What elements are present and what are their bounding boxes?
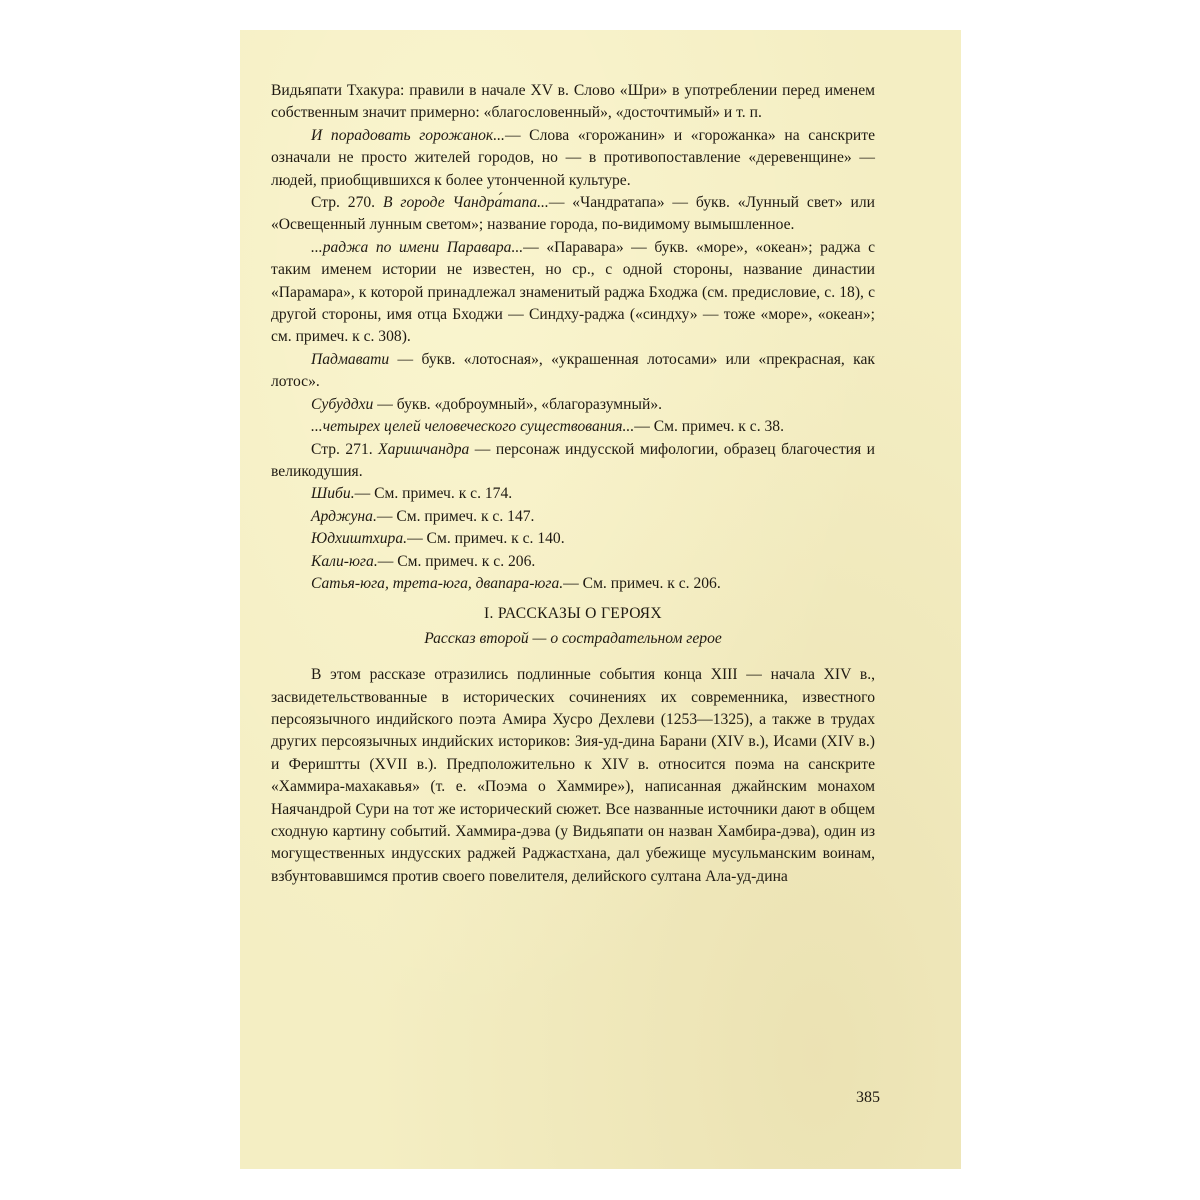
note-paragraph [271,506,875,528]
note-text: — «Чандратапа» — букв. «Лунный свет» или «Освещенный лунным светом»; название города, по-видимому вымышленное. [271,194,875,234]
note-text: Стр. 271. [311,440,379,458]
notes-section [271,80,875,595]
note-text: — персонаж индусской мифологии, образец благочестия и великодушия. [271,440,876,480]
italic-term: В городе Чандра́тапа... [382,194,549,212]
note-paragraph [271,237,875,349]
italic-term: Падмавати [311,350,390,368]
note-text: — «Паравара» — букв. «море», «океан»; раджа с таким именем истории не известен, но ср., с одной стороны, название династии «Парамара», к которой принадлежал знаменитый раджа Бходжа (см. предисловие, с. 18), с другой стороны, имя отца Бходжи — Синдху-раджа («синдху» — тоже «море», «океан»; см. примеч. к с. 308). [271,238,875,346]
note-paragraph [271,192,875,237]
note-text: — См. примеч. к с. 140. [407,530,565,548]
italic-term: Харишчандра [378,440,470,458]
italic-term: Кали-юга. [311,552,378,570]
italic-term: Шиби. [311,485,355,503]
note-paragraph [271,80,875,125]
italic-term: Арджуна. [311,507,377,525]
section-heading: I. РАССКАЗЫ О ГЕРОЯХ [484,605,662,623]
italic-term: ...четырех целей человеческого существования... [311,418,635,436]
note-paragraph [271,416,875,438]
note-paragraph [271,551,875,573]
note-text: — Слова «горожанин» и «горожанка» на санскрите означали не просто жителей городов, но — в противопоставление «деревенщине» — людей, приобщившихся к более утонченной культуре. [271,126,876,189]
book-page [240,30,961,1169]
note-paragraph [271,483,875,505]
note-paragraph [271,528,875,550]
note-text: Видьяпати Тхакура: правили в начале XV в. Слово «Шри» в употреблении перед именем собственным значит примерно: «благословенный», «досточтимый» и т. п. [271,82,875,122]
note-text: — См. примеч. к с. 206. [563,574,721,592]
italic-term: Субуддхи [311,395,374,413]
italic-term: Сатья-юга, трета-юга, двапара-юга. [311,574,564,592]
note-text: — См. примеч. к с. 38. [634,418,784,436]
note-paragraph [271,125,875,192]
note-paragraph [271,439,875,484]
page-text [271,80,875,888]
italic-term: И порадовать горожанок... [311,126,505,144]
note-text: Стр. 270. [311,194,383,212]
note-text: — См. примеч. к с. 206. [377,552,536,570]
note-paragraph [271,573,875,595]
italic-term: ...раджа по имени Паравара... [311,238,524,256]
note-paragraph [271,394,875,416]
page-number: 385 [856,1089,880,1106]
section-paragraph: В этом рассказе отразились подлинные события конца XIII — начала XIV в., засвидетельствованные в исторических сочинениях их современника, известного персоязычного индийского поэта Амира Хусро Дехлеви (1253—1325), а также в трудах других персоязычных индийских историков: Зия-уд-дина Барани (XIV в.), Исами (XIV в.) и Фериштты (XVII в.). Предположительно к XIV в. относится поэма на санскрите «Хаммира-махакавья» (т. е. «Поэма о Хаммире»), написанная джайнским монахом Наячандрой Сури на тот же исторический сюжет. Все названные источники дают в общем сходную картину событий. Хаммира-дэва (у Видьяпати он назван Хамбира-дэва), один из могущественных индусских раджей Раджастхана, дал убежище мусульманским воинам, взбунтовавшимся против своего повелителя, делийского султана Ала-уд-дина [271,666,875,885]
note-text: — букв. «лотосная», «украшенная лотосами» или «прекрасная, как лотос». [271,350,875,391]
italic-term: Юдхиштхира. [311,530,408,548]
section-subheading: Рассказ второй — о сострадательном герое [424,629,722,647]
note-text: — См. примеч. к с. 174. [354,485,513,503]
note-text: — См. примеч. к с. 147. [376,507,535,525]
note-paragraph [271,349,875,394]
note-text: — букв. «доброумный», «благоразумный». [373,395,663,413]
